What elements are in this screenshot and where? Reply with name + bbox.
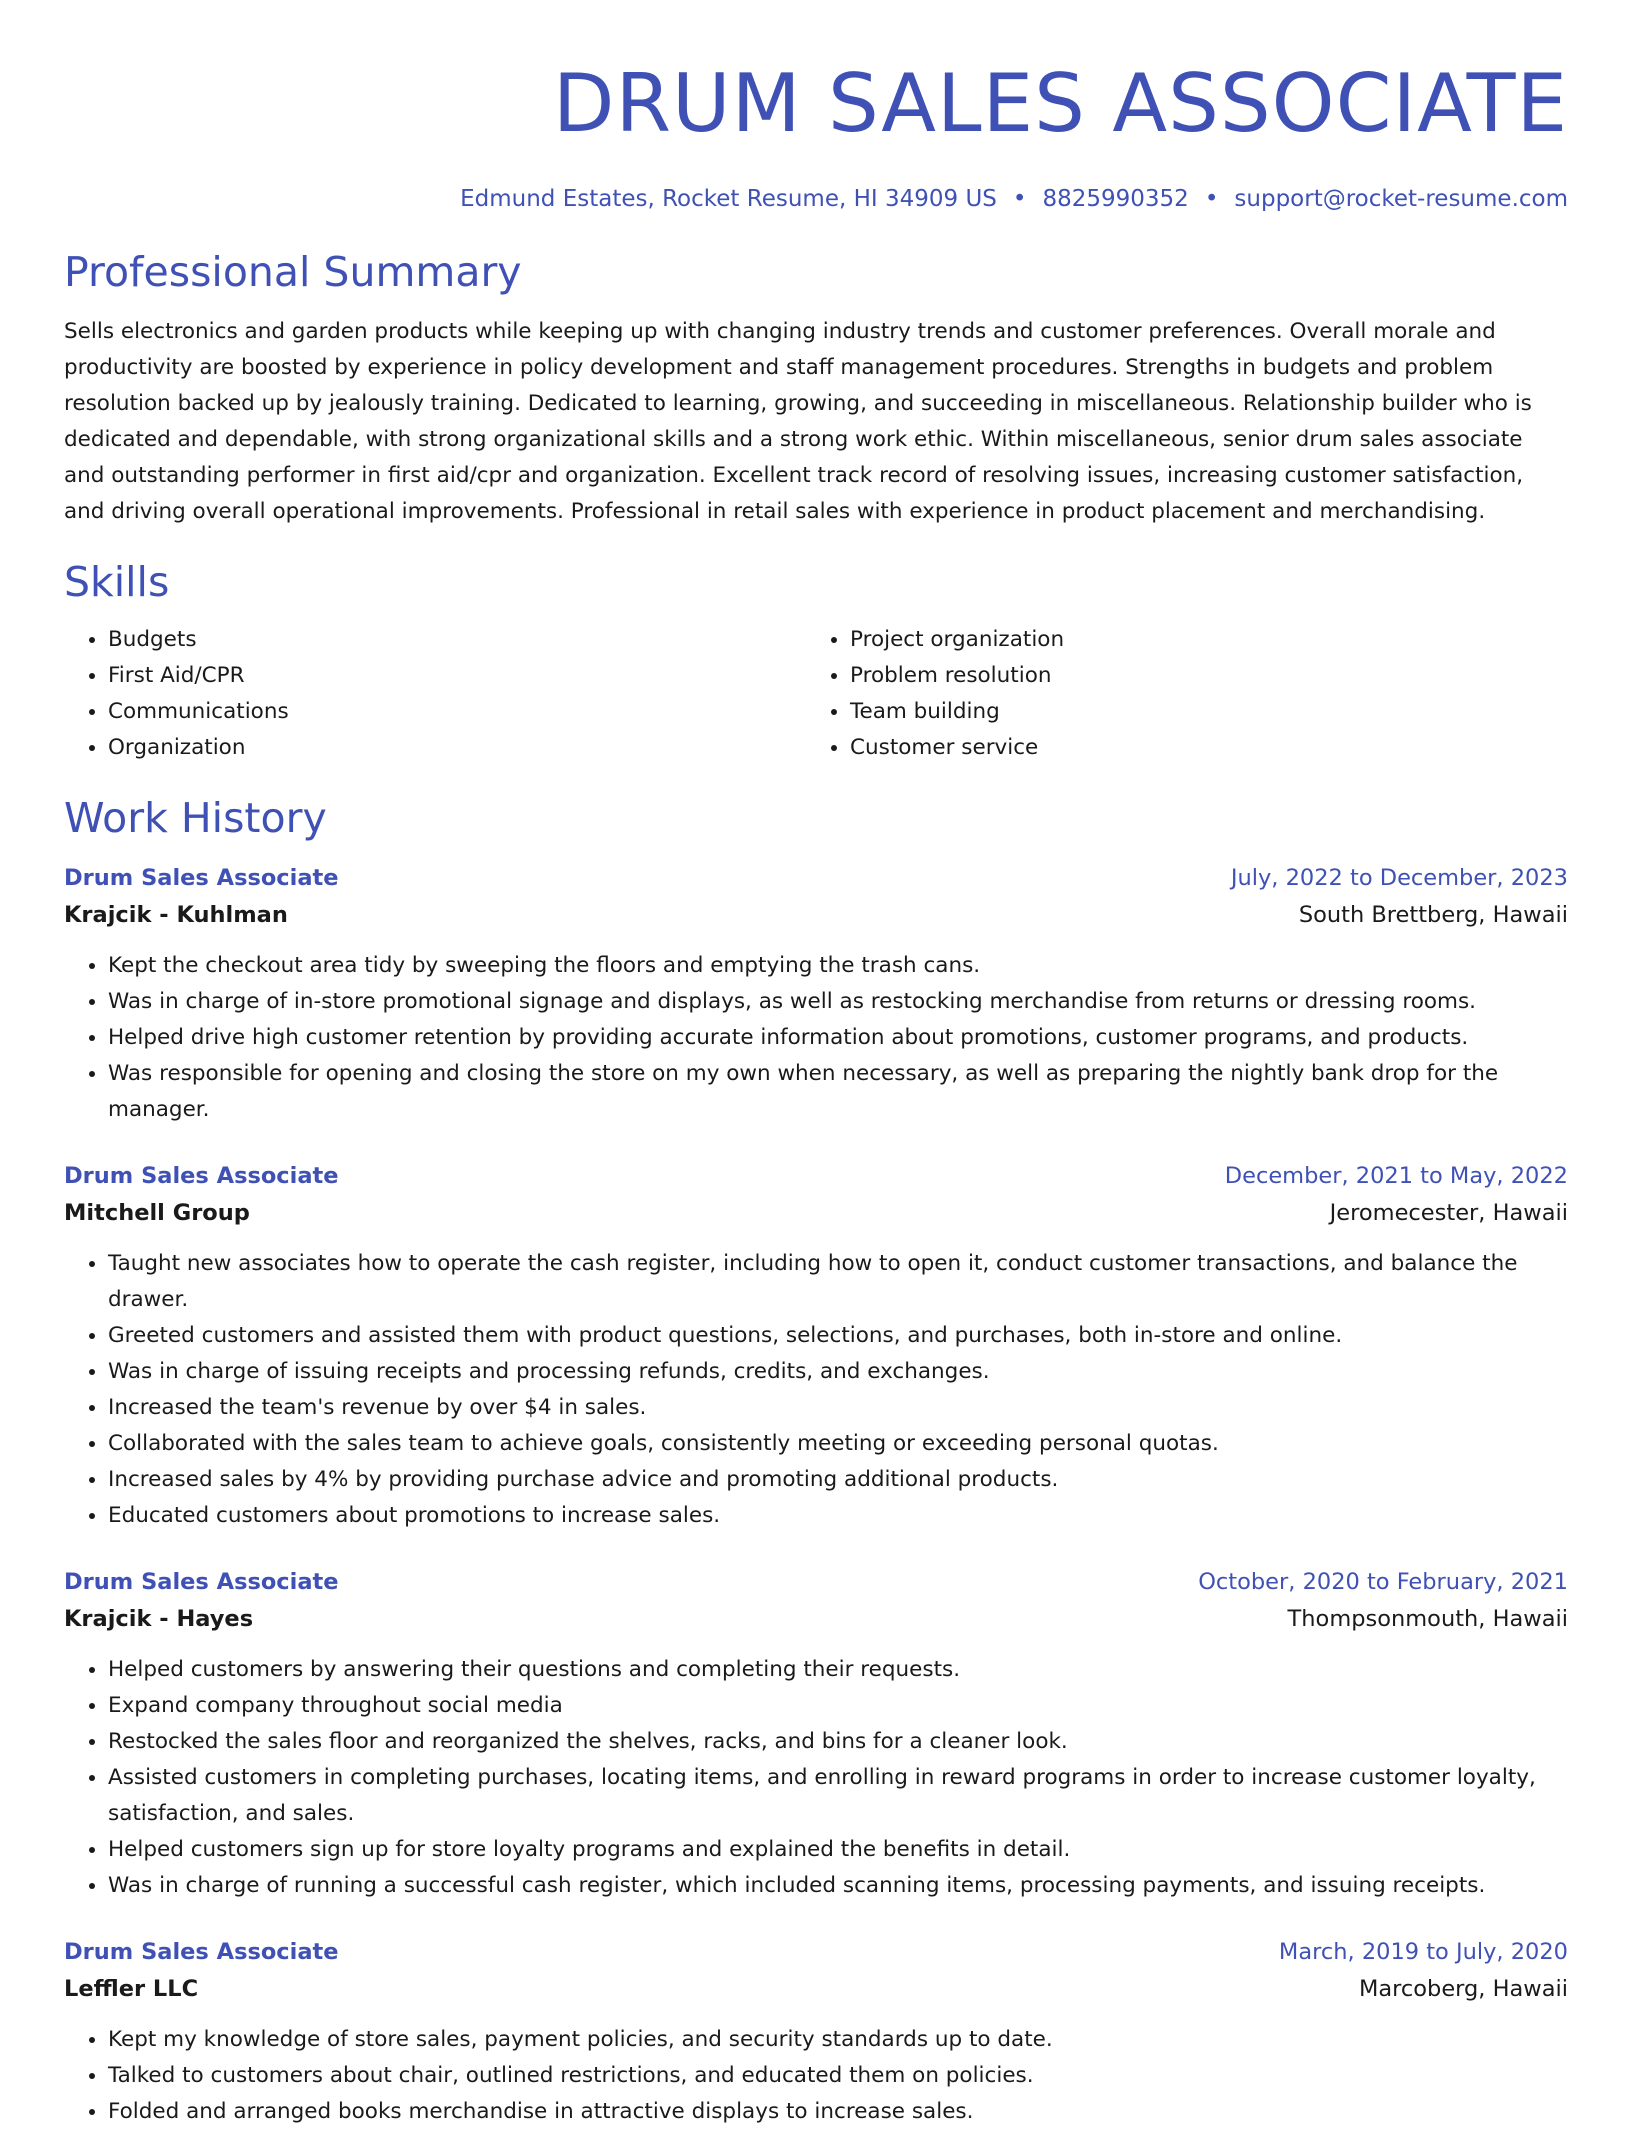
job-title-row bbox=[64, 860, 1568, 896]
email-link[interactable]: support@rocket-resume.com bbox=[1234, 186, 1568, 212]
job-duty-item: • Kept my knowledge of store sales, payment policies, and security standards up to date. bbox=[108, 2022, 1568, 2058]
summary-heading: Professional Summary bbox=[64, 248, 522, 296]
job-title: Drum Sales Associate bbox=[64, 1163, 339, 1189]
skill-item: • Problem resolution bbox=[850, 658, 1548, 694]
company-name: Leffler LLC bbox=[64, 1976, 199, 2002]
job-duty-item: • Increased sales by 4% by providing purchase advice and promoting additional products. bbox=[108, 1462, 1568, 1498]
skills-columns bbox=[64, 622, 1568, 766]
job-location: Jeromecester, Hawaii bbox=[1329, 1200, 1568, 1226]
contact-separator: • bbox=[1204, 186, 1219, 212]
job-entry bbox=[64, 1158, 1568, 1534]
job-dates: December, 2021 to May, 2022 bbox=[1224, 1163, 1568, 1189]
skill-item: • Customer service bbox=[850, 730, 1548, 766]
skills-section bbox=[64, 556, 1568, 766]
phone-text: 8825990352 bbox=[1042, 186, 1189, 212]
job-duty-item: • Was in charge of running a successful cash register, which included scanning items, processing payments, and issuing receipts. bbox=[108, 1868, 1568, 1904]
job-title-row bbox=[64, 1934, 1568, 1970]
contact-separator: • bbox=[1012, 186, 1027, 212]
job-duties-list bbox=[64, 948, 1568, 1128]
job-entry bbox=[64, 860, 1568, 1128]
job-dates: October, 2020 to February, 2021 bbox=[1198, 1569, 1568, 1595]
job-duty-item: • Educated customers about promotions to increase sales. bbox=[108, 1498, 1568, 1534]
job-duty-item: • Talked to customers about chair, outlined restrictions, and educated them on policies. bbox=[108, 2058, 1568, 2094]
job-company-row bbox=[64, 1194, 1568, 1232]
job-title-row bbox=[64, 1158, 1568, 1194]
job-duty-item: • Expand company throughout social media bbox=[108, 1688, 1568, 1724]
job-title: Drum Sales Associate bbox=[64, 1569, 339, 1595]
job-entry bbox=[64, 1934, 1568, 2130]
skill-item: • Team building bbox=[850, 694, 1548, 730]
summary-section bbox=[64, 246, 1568, 530]
job-duty-item: • Restocked the sales floor and reorganized the shelves, racks, and bins for a cleaner look. bbox=[108, 1724, 1568, 1760]
job-company-row bbox=[64, 896, 1568, 934]
skill-item: • Communications bbox=[108, 694, 806, 730]
skills-list-left bbox=[64, 622, 806, 766]
job-duty-item: • Taught new associates how to operate the cash register, including how to open it, conduct customer transactions, and balance the drawer. bbox=[108, 1246, 1568, 1318]
job-dates: March, 2019 to July, 2020 bbox=[1278, 1939, 1568, 1965]
company-name: Krajcik - Hayes bbox=[64, 1606, 254, 1632]
job-company-row bbox=[64, 1600, 1568, 1638]
job-duty-item: • Was responsible for opening and closing the store on my own when necessary, as well as preparing the nightly bank drop for the manager. bbox=[108, 1056, 1568, 1128]
job-location: Thompsonmouth, Hawaii bbox=[1287, 1606, 1568, 1632]
job-entry bbox=[64, 1564, 1568, 1904]
job-location: Marcoberg, Hawaii bbox=[1358, 1976, 1568, 2002]
skills-heading: Skills bbox=[64, 558, 170, 606]
job-duty-item: • Helped drive high customer retention by providing accurate information about promotions, customer programs, and products. bbox=[108, 1020, 1568, 1056]
skill-item: • First Aid/CPR bbox=[108, 658, 806, 694]
job-duty-item: • Increased the team's revenue by over $4 in sales. bbox=[108, 1390, 1568, 1426]
job-duty-item: • Was in charge of in-store promotional signage and displays, as well as restocking merchandise from returns or dressing rooms. bbox=[108, 984, 1568, 1020]
company-name: Krajcik - Kuhlman bbox=[64, 902, 288, 928]
job-duty-item: • Helped customers by answering their questions and completing their requests. bbox=[108, 1652, 1568, 1688]
job-duty-item: • Collaborated with the sales team to achieve goals, consistently meeting or exceeding personal quotas. bbox=[108, 1426, 1568, 1462]
job-duty-item: • Was in charge of issuing receipts and processing refunds, credits, and exchanges. bbox=[108, 1354, 1568, 1390]
skill-item: • Organization bbox=[108, 730, 806, 766]
skill-item: • Project organization bbox=[850, 622, 1548, 658]
address-text: Edmund Estates, Rocket Resume, HI 34909 US bbox=[460, 186, 997, 212]
company-name: Mitchell Group bbox=[64, 1200, 250, 1226]
job-title: Drum Sales Associate bbox=[64, 865, 339, 891]
job-duty-item: • Greeted customers and assisted them with product questions, selections, and purchases, both in-store and online. bbox=[108, 1318, 1568, 1354]
skill-item: • Budgets bbox=[108, 622, 806, 658]
job-location: South Brettberg, Hawaii bbox=[1298, 902, 1568, 928]
job-duties-list bbox=[64, 2022, 1568, 2130]
job-company-row bbox=[64, 1970, 1568, 2008]
job-duty-item: • Assisted customers in completing purchases, locating items, and enrolling in reward programs in order to increase customer loyalty, satisfaction, and sales. bbox=[108, 1760, 1568, 1832]
resume-page bbox=[64, 0, 1568, 2130]
job-duty-item: • Helped customers sign up for store loyalty programs and explained the benefits in detail. bbox=[108, 1832, 1568, 1868]
job-dates: July, 2022 to December, 2023 bbox=[1230, 865, 1568, 891]
summary-text: Sells electronics and garden products while keeping up with changing industry trends and customer preferences. Overall morale and productivity are boosted by experience in policy development and staff management procedures. Strengths in budgets and problem resolution backed up by jealously training. Dedicated to learning, growing, and succeeding in miscellaneous. Relationship builder who is dedicated and dependable, with strong organizational skills and a strong work ethic. Within miscellaneous, senior drum sales associate and outstanding performer in first aid/cpr and organization. Excellent track record of resolving issues, increasing customer satisfaction, and driving overall operational improvements. Professional in retail sales with experience in product placement and merchandising. bbox=[64, 319, 1532, 524]
candidate-name: DRUM SALES ASSOCIATE bbox=[552, 57, 1568, 150]
job-title-row bbox=[64, 1564, 1568, 1600]
job-duties-list bbox=[64, 1246, 1568, 1534]
work-history-heading: Work History bbox=[64, 794, 327, 842]
job-title: Drum Sales Associate bbox=[64, 1939, 339, 1965]
work-history-section bbox=[64, 792, 1568, 2130]
contact-line bbox=[64, 184, 1568, 214]
skills-list-right bbox=[806, 622, 1548, 766]
resume-header bbox=[64, 58, 1568, 214]
job-duty-item: • Kept the checkout area tidy by sweeping the floors and emptying the trash cans. bbox=[108, 948, 1568, 984]
job-duty-item: • Folded and arranged books merchandise in attractive displays to increase sales. bbox=[108, 2094, 1568, 2130]
job-duties-list bbox=[64, 1652, 1568, 1904]
